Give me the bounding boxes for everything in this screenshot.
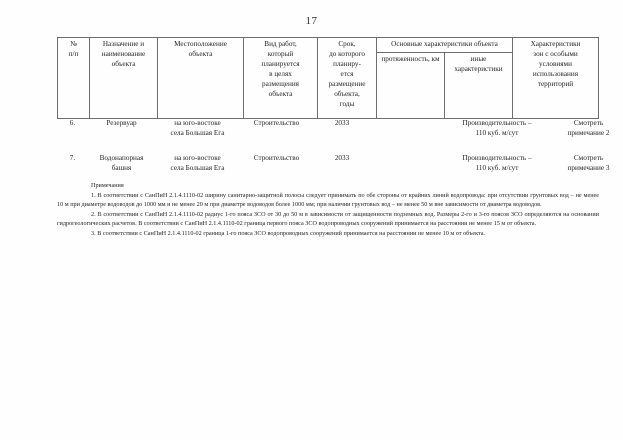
header-cell-zone-characteristics: [513, 38, 599, 119]
header-line: Назначение и: [102, 40, 145, 48]
cell-row-number: 7.: [69, 153, 76, 162]
header-line: в целях: [269, 69, 292, 78]
cell-other-line1: Производительность –: [462, 153, 532, 162]
cell-location-line2: села Большая Ега: [170, 164, 225, 173]
header-line: планируется: [261, 59, 300, 68]
header-line: планиру-: [333, 59, 361, 68]
header-cell-work-type: [244, 38, 318, 119]
header-line: размещения: [262, 79, 299, 88]
cell-zone-line2: примечание 3: [567, 164, 610, 173]
cell-zone-line2: примечание 2: [567, 129, 610, 138]
header-cell-purpose-name: [90, 38, 158, 119]
cell-deadline: 2033: [334, 153, 350, 162]
table-row[interactable]: [57, 153, 623, 174]
cell-location-line1: на юго-востоке: [174, 153, 221, 162]
cell-zone-characteristics: [546, 153, 623, 174]
cell-purpose-name: [88, 153, 155, 174]
cell-location: [155, 153, 240, 174]
note-item-3: 3. В соответствии с СанПиН 2.1.4.1110-02 граница 1-го пояса ЗСО водопроводных сооружений принимается на расстоянии не менее 10 м от объекта.: [91, 229, 486, 237]
row-spacer-cell: [57, 139, 623, 153]
header-line: Местоположение: [174, 40, 227, 48]
cell-purpose-line2: башня: [111, 164, 132, 173]
header-line: №: [70, 40, 77, 48]
header-line: км: [431, 55, 440, 63]
header-cell-other-characteristics: [445, 53, 513, 119]
header-line: п/п: [68, 49, 79, 58]
header-line: использования: [532, 69, 579, 78]
header-line: территорий: [537, 79, 574, 88]
header-cell-main-characteristics-group: [377, 38, 513, 53]
table-header: [58, 38, 599, 119]
cell-other-line2: 110 куб. м/сут: [475, 164, 519, 173]
header-line: Вид работ,: [264, 40, 297, 48]
header-line: иные характеристики: [454, 55, 503, 73]
header-line: до которого: [329, 49, 365, 58]
header-cell-deadline: [318, 38, 377, 119]
header-line: наименование: [101, 49, 146, 58]
cell-length: [371, 118, 448, 139]
header-line: условиями: [539, 59, 572, 68]
row-spacer: [57, 139, 623, 153]
table-data-rows: [57, 118, 610, 174]
header-line: ется: [340, 69, 354, 78]
cell-purpose-name: Резервуар: [106, 119, 137, 127]
header-line: Характеристики: [530, 40, 581, 48]
header-line: протяженность,: [381, 55, 430, 63]
notes-section: [57, 181, 599, 238]
header-line: Срок,: [338, 40, 356, 48]
cell-zone-characteristics: [546, 118, 623, 139]
cell-other-characteristics: [448, 153, 546, 174]
header-line: годы: [339, 99, 355, 108]
note-item-2: 2. В соответствии с СанПиН 2.1.4.1110-02 радиус 1-го пояса ЗСО от 30 до 50 м в зависимости от защищенности подземных вод. Размеры 2-го и 3-го поясов ЗСО определяются на основании гидрогеологических расчетов. В соответствии с СанПиН 2.1.4.1110-02 граница первого пояса ЗСО водопроводных сооружений принимается на расстоянии не менее 15 м от объекта.: [57, 210, 599, 228]
cell-location-line2: села Большая Ега: [170, 129, 225, 138]
header-cell-location: [158, 38, 244, 119]
cell-other-line2: 110 куб. м/сут: [475, 129, 519, 138]
cell-other-characteristics: [448, 118, 546, 139]
page-number: 17: [305, 15, 318, 27]
table-row[interactable]: [57, 118, 623, 139]
header-line: размещение: [328, 79, 366, 88]
header-line: объекта: [188, 49, 213, 58]
cell-zone-line1: Смотреть: [573, 119, 604, 127]
cell-length: [371, 153, 448, 174]
cell-location: [155, 118, 240, 139]
cell-deadline: 2033: [334, 119, 350, 127]
header-cell-number: [58, 38, 90, 119]
notes-title: Примечания: [91, 182, 124, 189]
header-line: Основные характеристики объекта: [391, 40, 498, 48]
header-line: который: [267, 49, 294, 58]
header-line: зон с особыми: [533, 49, 578, 58]
header-line: объекта: [111, 59, 136, 68]
cell-work-type: Строительство: [253, 153, 300, 162]
data-rows-table: [57, 118, 623, 174]
header-line: объекта: [268, 89, 293, 98]
cell-row-number: 6.: [69, 119, 76, 127]
cell-other-line1: Производительность –: [462, 119, 532, 127]
cell-purpose-line1: Водонапорная: [99, 153, 144, 162]
cell-zone-line1: Смотреть: [573, 153, 604, 162]
cell-location-line1: на юго-востоке: [174, 119, 221, 127]
note-item-1: 1. В соответствии с СанПиН 2.1.4.1110-02 ширину санитарно-защитной полосы следует принимать по обе стороны от крайних линий водопровода: при отсутствии грунтовых вод – не менее 10 м при диаметре водоводов до 1000 мм и не менее 20 м при диаметре водоводов более 1000 мм; при наличии грунтовых вод – не менее 50 м вне зависимости от диаметра водоводов.: [57, 191, 599, 209]
header-line: объекта,: [334, 89, 360, 98]
table-header-row-1: [58, 38, 599, 53]
header-cell-length: [377, 53, 445, 119]
cell-work-type: Строительство: [253, 119, 300, 127]
objects-table: [57, 37, 599, 119]
